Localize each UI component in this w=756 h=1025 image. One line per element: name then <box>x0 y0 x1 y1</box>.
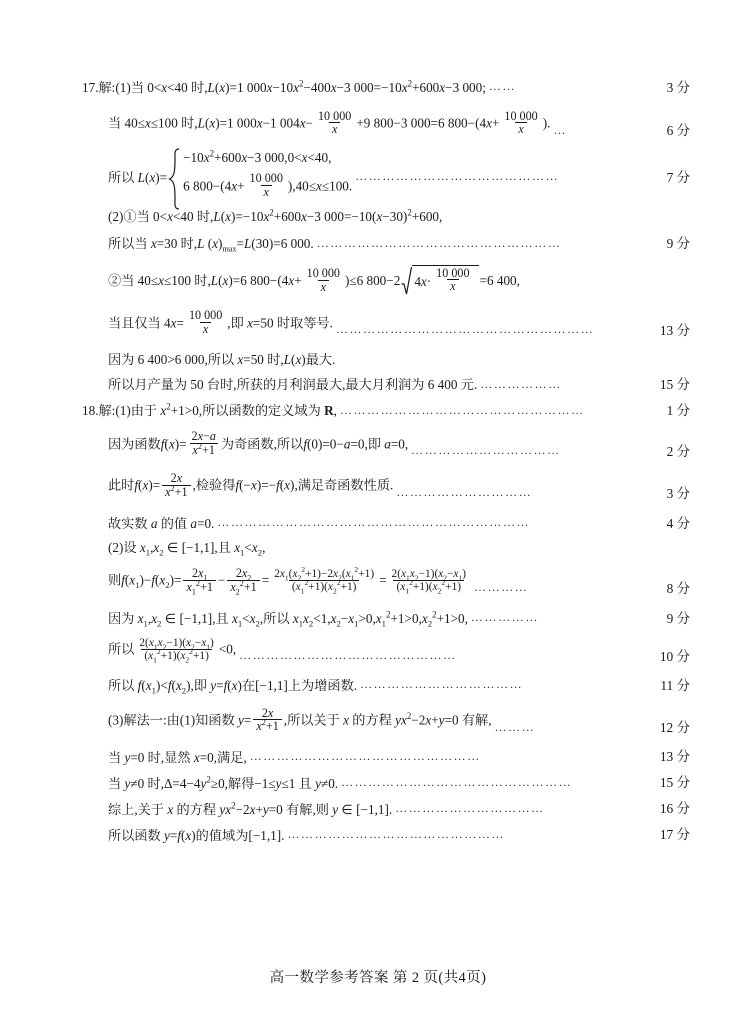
line-content: 所以月产量为 50 台时,所获的月利润最大,最大月利润为 6 400 元. <box>108 377 478 393</box>
score-9b: 9 分 <box>666 610 690 626</box>
score-11: 11 分 <box>660 677 690 693</box>
problem-17-label: 17.解 <box>82 79 112 95</box>
leader-dots: ……………………………… <box>360 677 524 690</box>
problem-18-line-5 <box>0 540 756 558</box>
leader-dots: …………………………………………… <box>341 775 573 788</box>
piecewise-brace <box>168 148 181 203</box>
problem-18-line-1 <box>0 401 756 419</box>
piecewise-cases <box>183 148 352 203</box>
score-1: 1 分 <box>666 403 690 419</box>
problem-17-line-4 <box>0 210 756 223</box>
problem-18-line-9 <box>0 677 756 696</box>
problem-18-line-14 <box>0 828 756 842</box>
leader-dots: … <box>553 123 568 136</box>
line-content: (2)设 $x_1,x_2$ ∈ [−1,1],且 $x_1<x_2$, <box>108 540 266 558</box>
leader-dots: …………………………… <box>395 801 545 814</box>
line-content: 所以函数 y=f(x)的值域为[−1,1]. <box>108 827 285 843</box>
score-16: 16 分 <box>659 801 690 817</box>
score-8: 8 分 <box>666 580 690 596</box>
square-root: 4 x · $\frac{10 000}{x}$ <box>401 265 478 295</box>
leader-dots: ……………………………………………… <box>316 236 562 249</box>
problem-17-line-7 <box>0 308 756 338</box>
score-13: 13 分 <box>659 322 690 338</box>
leader-dots: ………… <box>474 580 529 593</box>
problem-17-line-6 <box>0 267 756 297</box>
problem-18-line-3 <box>0 470 756 501</box>
score-10: 10 分 <box>659 648 690 664</box>
footer-page-label: 第 <box>392 970 408 986</box>
leader-dots: …… <box>488 80 517 92</box>
leader-dots: …………………………… <box>411 444 561 457</box>
leader-dots: ……………………………………… <box>355 169 560 184</box>
problem-17-line-1 <box>0 80 756 94</box>
footer-subject: 高一数学参考答案 <box>269 970 389 986</box>
piecewise-case-2: 6 800−(4x+ $\frac{10 000}{x}$ ),40≤x≤100. <box>183 171 353 200</box>
score-7: 7 分 <box>666 170 690 186</box>
fraction-denominator: x <box>329 122 340 136</box>
leader-dots: …………………………………………… <box>249 749 481 762</box>
fraction-denominator: $x^2+1$ <box>190 443 218 457</box>
line-content: 此时f(x)= $\frac{2x}{x^2+1}$ ,检验得f(−x)=−f(x),满足奇函数性质. <box>108 470 394 499</box>
problem-18-line-11 <box>0 750 756 764</box>
leader-dots: ………………………………………… <box>239 648 457 661</box>
score-17: 17 分 <box>659 827 690 843</box>
line-content: 18.解:(1)由于 $x^2+1>0$,所以函数的定义域为 R, <box>82 401 337 419</box>
radical-sign <box>401 265 412 295</box>
problem-18-line-7 <box>0 609 756 629</box>
score-12: 12 分 <box>659 720 690 736</box>
problem-18-line-13 <box>0 802 756 816</box>
piecewise-case-1: $-10x^2+600x-3$ 000,0<x<40, <box>183 148 332 165</box>
line-content: ②当 40≤x≤100 时,L(x)=6 800−(4x+ $\frac{10 000}{x}$ )≤6 800−2 4 x · $\frac{10 000}{x}$ =6 400, <box>108 265 520 294</box>
line-content: (3)解法一:由(1)知函数 y= $\frac{2x}{x^2+1}$ ,所以关于 x 的方程 $yx^2-2x+y=0$ 有解, <box>108 705 492 734</box>
score-13b: 13 分 <box>659 749 690 765</box>
leader-dots: …………… <box>470 610 539 623</box>
leader-dots: ………………………… <box>396 486 533 498</box>
fraction-numerator: 10 000 <box>317 108 352 123</box>
score-15b: 15 分 <box>659 775 690 791</box>
line-content: 因为 $x_1,x_2$ ∈ [−1,1],且 $x_1<x_2$,所以 $x_1x_2<1,x_2-x_1>0,x_1^2+1>0,x_2^2+1>0$, <box>108 609 468 629</box>
problem-18-line-6 <box>0 564 756 597</box>
line-content: 当 y=0 时,显然 x=0,满足, <box>108 749 247 765</box>
leader-dots: ………………………………………… <box>287 827 506 840</box>
leader-dots: ……………… <box>480 377 562 390</box>
line-content: (2)①当 0<x<40 时$,L(x)=-10x^2+600x-3$ $000=-10(x-30)^2+600$, <box>108 208 443 225</box>
line-content: 因为函数f(x)= $\frac{2x-a}{x^2+1}$ 为奇函数,所以f(0)=0−a=0,即 a=0, <box>108 429 409 457</box>
problem-18-line-4 <box>0 516 756 530</box>
line-content: 当 40≤x≤100 时,L(x)=1 000x−1 004x− $\frac{10 000}{x}$ +9 800−3 000=6 800−(4x+ $\frac{10 000}{x}$ ). <box>108 108 551 137</box>
problem-17-line-9 <box>0 378 756 392</box>
problem-18-line-12 <box>0 776 756 790</box>
line-content: 17.解:(1)当 0<x<40 时,L(x)=1 $000x-10x^2-400x-3$ $000=-10x^2+600x-3$ 000; <box>82 78 486 95</box>
leader-dots: ……………………………………………… <box>339 403 585 416</box>
line-content: 所以 $f(x_1)<f(x_2)$,即 y=f(x)在[−1,1]上为增函数. <box>108 677 358 696</box>
leader-dots: ……… <box>494 720 536 733</box>
line-content: 因为 6 400>6 000,所以 x=50 时,L(x)最大. <box>108 352 336 368</box>
line-content: 所以当 x=30 时,L $(x)_{max}=L(30)=6$ 000. <box>108 236 314 255</box>
line-content: 当 y≠0 时$,\Delta=4-4y^2\ge 0$,解得−1≤y≤1 且 y≠0. <box>108 774 339 791</box>
problem-18-line-10 <box>0 705 756 736</box>
problem-18-line-8 <box>0 638 756 663</box>
score-15: 15 分 <box>659 377 690 393</box>
footer-total: 页(共4页) <box>423 970 487 986</box>
problem-17-line-5 <box>0 236 756 255</box>
score-6: 6 分 <box>666 123 690 139</box>
problem-18-line-2 <box>0 429 756 459</box>
line-content: 当且仅当 4x= $\frac{10 000}{x}$ ,即 x=50 时取等号. <box>108 308 333 337</box>
problem-18-label: 18.解 <box>82 403 112 419</box>
line-content: 所以 $\frac{2(x_1x_2-1)(x_2-x_1)}{(x_1^2+1)(x_2^2+1)}$ <0, <box>108 636 237 664</box>
line-content: 故实数 a 的值 a=0. <box>108 515 215 531</box>
score-3: 3 分 <box>666 79 690 95</box>
footer-page-number: 2 <box>411 970 420 986</box>
problem-17-piecewise <box>0 148 756 203</box>
score-9: 9 分 <box>666 236 690 252</box>
score-3b: 3 分 <box>666 485 690 501</box>
problem-17-line-8 <box>0 353 756 366</box>
leader-dots: ………………………………………………… <box>335 323 595 336</box>
line-content: 则$f(x_1)-f(x_2)=$ $\frac{2x_1}{x_1^2+1}$ − $\frac{2x_2}{x_2^2+1}$ = $\frac{2x_1(x_2^2+1)-2x_2(x_1^2+1)}{(x_1^2+1)(x_2^2+1)}$ = $\frac{2(x_1x_2-1)(x_2-x_1)}{(x_1^2+1)(x_2^2+1)}$ <box>108 564 466 597</box>
leader-dots: …………………………………………………………… <box>217 516 531 528</box>
score-2: 2 分 <box>666 443 690 459</box>
problem-17-line-2 <box>0 108 756 139</box>
page-footer <box>0 966 756 987</box>
line-content: 综上,关于 x 的方程 $yx^2-2x+y=0$ 有解,则 y ∈ [−1,1]. <box>108 800 393 817</box>
piecewise-lead: 所以 L(x)= <box>108 170 168 186</box>
score-4: 4 分 <box>666 515 690 531</box>
fraction-numerator: 2x−a <box>191 429 216 444</box>
